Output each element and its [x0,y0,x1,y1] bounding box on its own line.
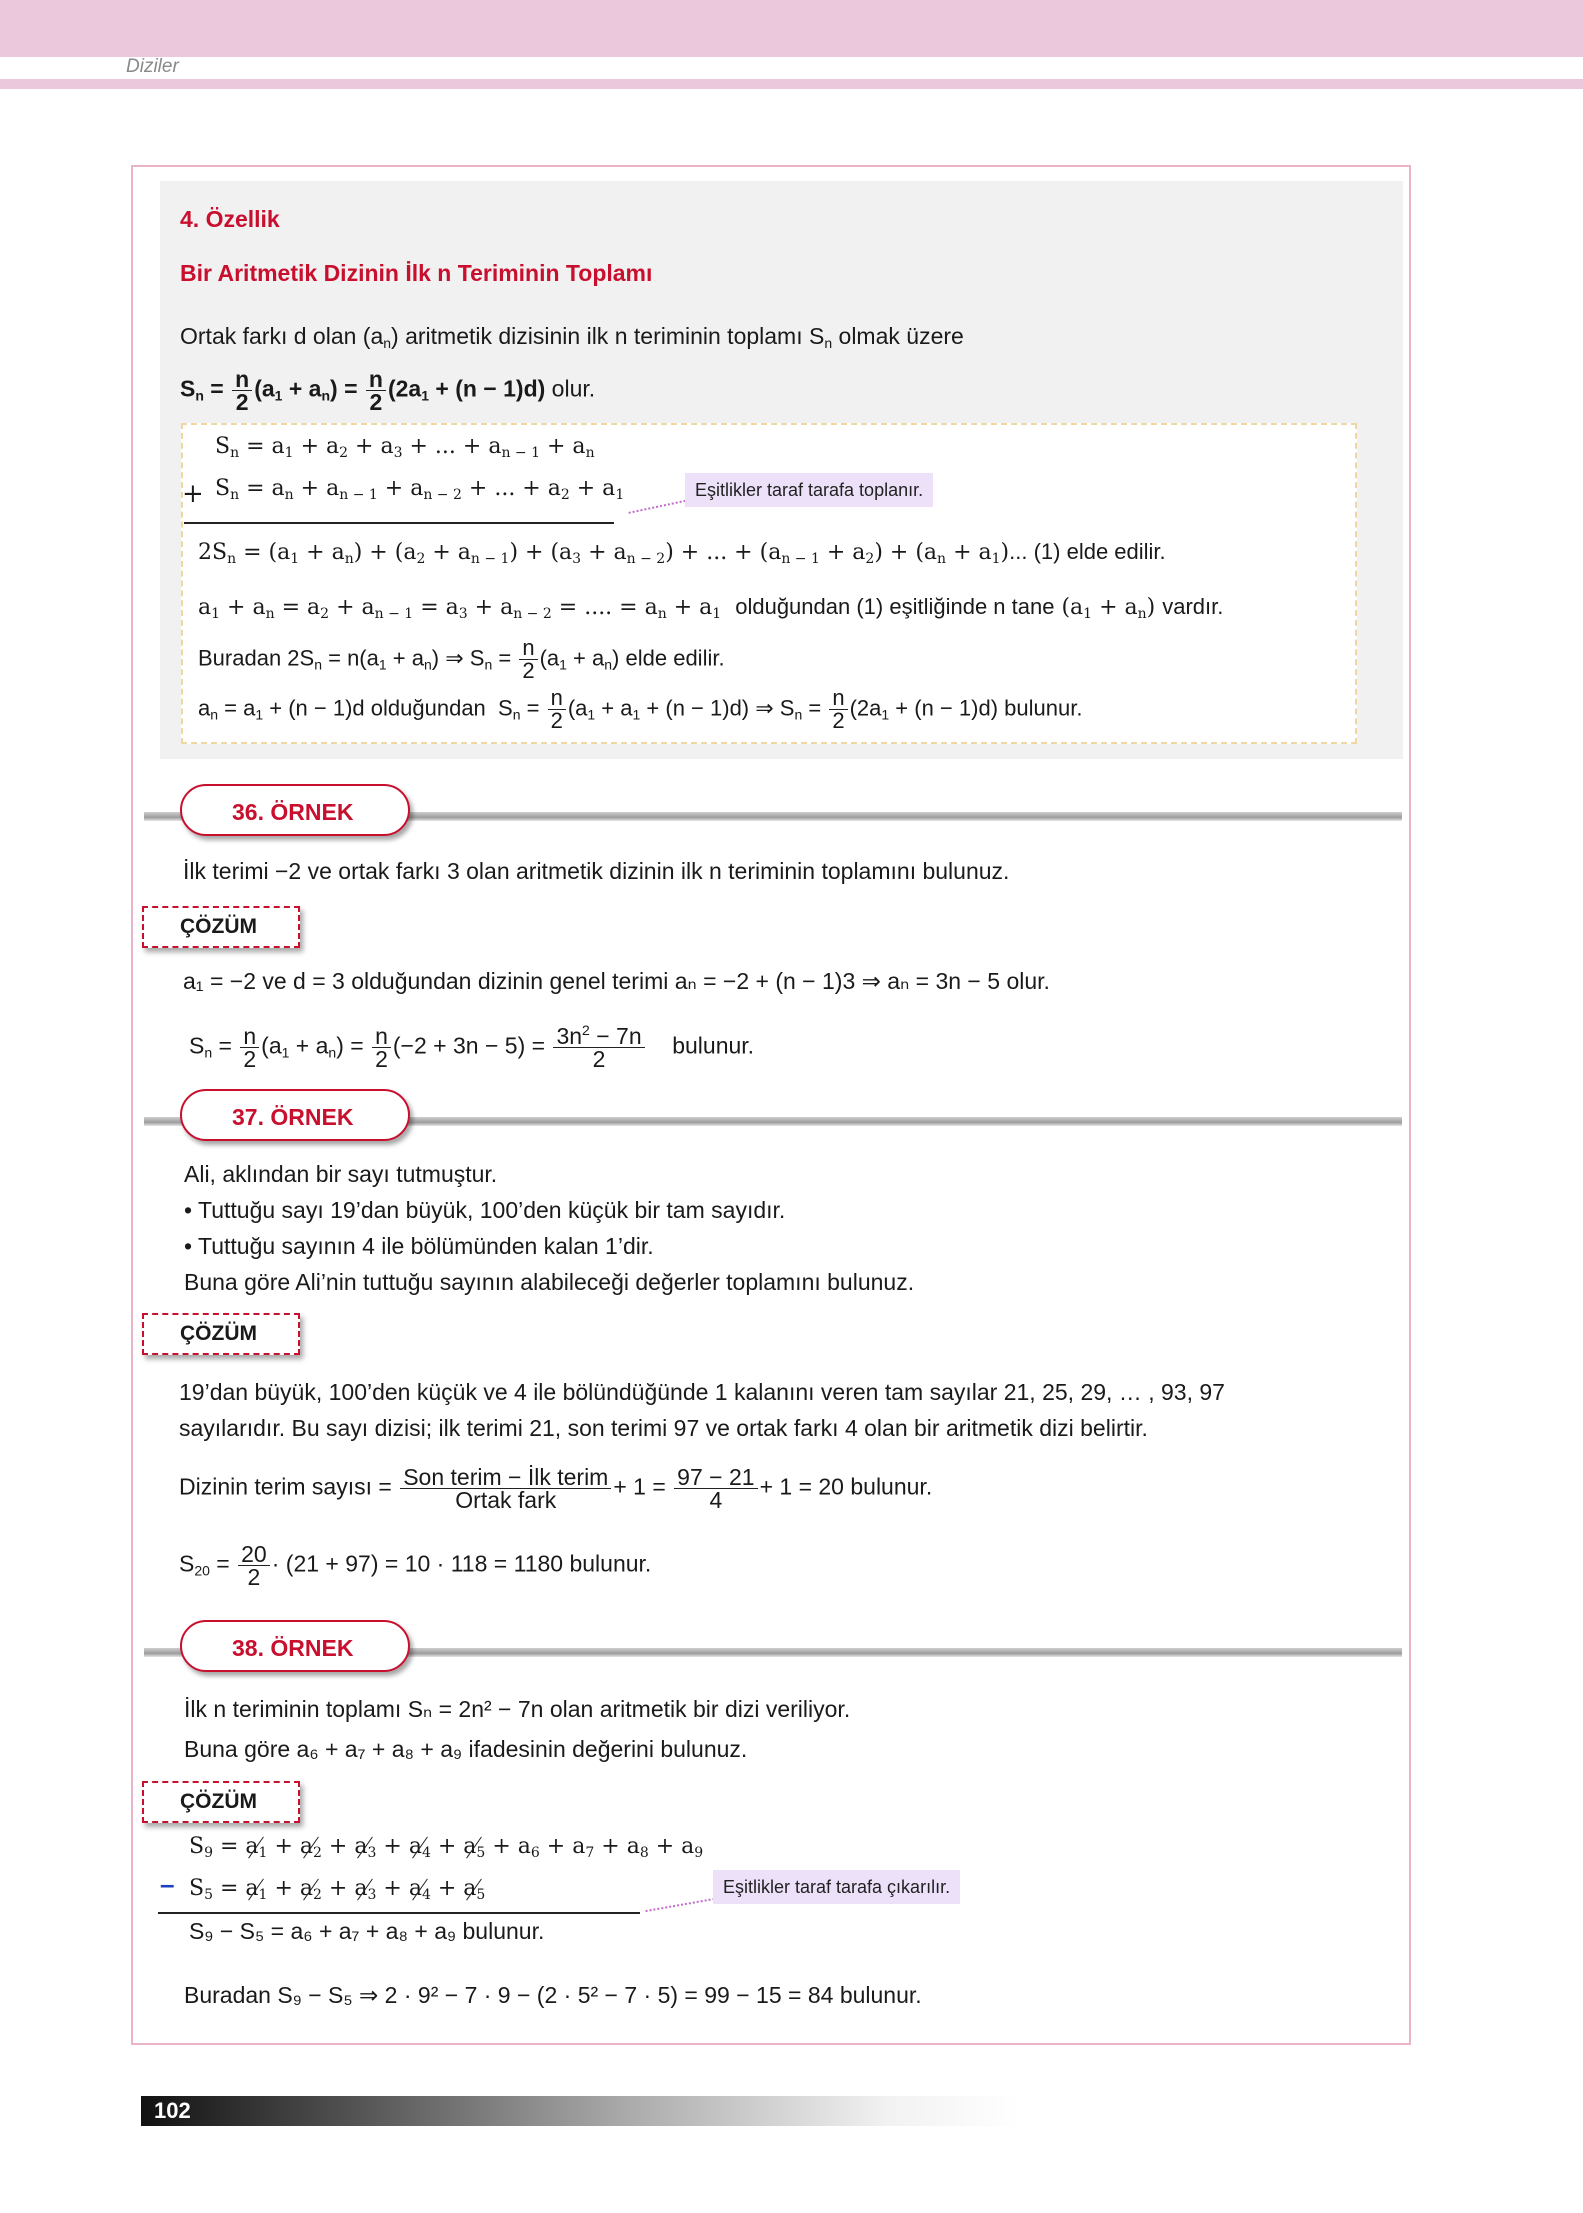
step-4: $a_n = a_1 + (n - 1)d$ olduğundan $S_n$ = $\frac{n}{2}$ $(a_1 + a_1 + (n - 1)d)$ ⇒ $S_n$ = $\frac{n}{2}$ $(2a_1 + (n - 1)d)$ bulunur. [198,685,1083,733]
example-38-badge: 38. ÖRNEK [180,1620,410,1672]
header-rule [0,79,1583,89]
header-band [0,0,1583,57]
example-38-q2: Buna göre a₆ + a₇ + a₈ + a₉ ifadesinin değerini bulunuz. [184,1736,748,1762]
sum-formula: $S_n$ = $\frac{n}{2}$ $(a_1 + a_n)$ = $\frac{n}{2}$ $(2a_1 + (n - 1)d)$ olur. [180,366,596,415]
sum-rule [184,522,614,524]
example-37-q3: • Tuttuğu sayının 4 ile bölümünden kalan 1’dir. [184,1233,654,1259]
property-intro: Ortak farkı d olan $(a_n)$ aritmetik dizisinin ilk n teriminin toplamı $S_n$ olmak üzere [180,323,964,351]
chapter-title: Diziler [126,56,179,77]
note-subtract: Eşitlikler taraf tarafa çıkarılır. [713,1870,960,1904]
page-number: 102 [154,2098,191,2123]
example-37-q1: Ali, aklından bir sayı tutmuştur. [184,1161,498,1187]
example-36-line2: $S_n$ = $\frac{n}{2}$ $(a_1 + a_n)$ = $\frac{n}{2}$ (−2 + 3n − 5) = $\frac{3n^2 - 7n}{2}$ bulunur. [189,1022,755,1072]
property-title: Bir Aritmetik Dizinin İlk n Teriminin Toplamı [180,260,653,286]
plus-sign: + [182,479,204,509]
example-36-question: İlk terimi −2 ve ortak farkı 3 olan aritmetik dizinin ilk n teriminin toplamını bulunuz. [183,858,1010,884]
example-37-s4: $S_{20}$ = $\frac{20}{2}$ · (21 + 97) = 10 · 118 = 1180 bulunur. [179,1541,652,1590]
example-37-s2: sayılarıdır. Bu sayı dizisi; ilk terimi 21, son terimi 97 ve ortak farkı 4 olan bir aritmetik dizi belirtir. [179,1415,1148,1441]
example-36-line1: a₁ = −2 ve d = 3 olduğundan dizinin genel terimi aₙ = −2 + (n − 1)3 ⇒ aₙ = 3n − 5 olur. [183,968,1050,994]
step-2: $a_1 + a_n = a_2 + a_{n - 1} = a_3 + a_{n - 2}$ = .... = $a_n + a_1$ olduğundan (1) eşitliğinde n tane $(a_1 + a_n)$ vardır. [198,594,1224,622]
example-37-s1: 19’dan büyük, 100’den küçük ve 4 ile bölündüğünde 1 kalanını veren tam sayılar 21, 25, 29, … , 93, 97 [179,1379,1225,1405]
subtract-rule [158,1912,640,1914]
footer-bar [141,2096,1021,2126]
example-36-badge: 36. ÖRNEK [180,784,410,836]
solution-badge: ÇÖZÜM [142,1313,300,1355]
note-add: Eşitlikler taraf tarafa toplanır. [685,473,933,507]
example-37-badge: 37. ÖRNEK [180,1089,410,1141]
example-37-s3: Dizinin terim sayısı = $\frac{\text{Son terim − İlk terim}}{\text{Ortak fark}}$ + 1 = $\frac{97 - 21}{4}$ + 1 = 20 bulunur. [179,1464,933,1513]
s9-expansion: $S_9 = a_1 + a_2 + a_3 + a_4 + a_5 + a_6 + a_7 + a_8 + a_9$ [189,1834,704,1861]
example-38-result: S₉ − S₅ = a₆ + a₇ + a₈ + a₉ bulunur. [189,1918,545,1944]
sum-backward: $S_n = a_n + a_{n - 1} + a_{n - 2}$ + ... + $a_2 + a_1$ [215,476,625,503]
property-number: 4. Özellik [180,206,280,232]
example-37-q2: • Tuttuğu sayı 19’dan büyük, 100’den küçük bir tam sayıdır. [184,1197,786,1223]
minus-sign: – [160,1869,175,1899]
example-38-q1: İlk n teriminin toplamı Sₙ = 2n² − 7n olan aritmetik bir dizi veriliyor. [184,1696,851,1722]
example-37-q4: Buna göre Ali’nin tuttuğu sayının alabileceği değerler toplamını bulunuz. [184,1269,915,1295]
example-38-final: Buradan S₉ − S₅ ⇒ 2 · 9² − 7 · 9 − (2 · 5² − 7 · 5) = 99 − 15 = 84 bulunur. [184,1982,922,2008]
step-1: $2S_n = (a_1 + a_n) + (a_2 + a_{n - 1}) + (a_3 + a_{n - 2})$ + ... + $(a_{n - 1} + a_2) + (a_n + a_1)$... (1) elde edilir. [198,539,1166,567]
solution-badge: ÇÖZÜM [142,906,300,948]
step-3: Buradan $2S_n = n(a_1 + a_n)$ ⇒ $S_n$ = $\frac{n}{2}$ $(a_1 + a_n)$ elde edilir. [198,635,725,683]
sum-forward: $S_n = a_1 + a_2 + a_3$ + ... + $a_{n - 1} + a_n$ [215,434,595,461]
solution-badge: ÇÖZÜM [142,1781,300,1823]
s5-expansion: $S_5 = a_1 + a_2 + a_3 + a_4 + a_5$ [189,1876,486,1903]
